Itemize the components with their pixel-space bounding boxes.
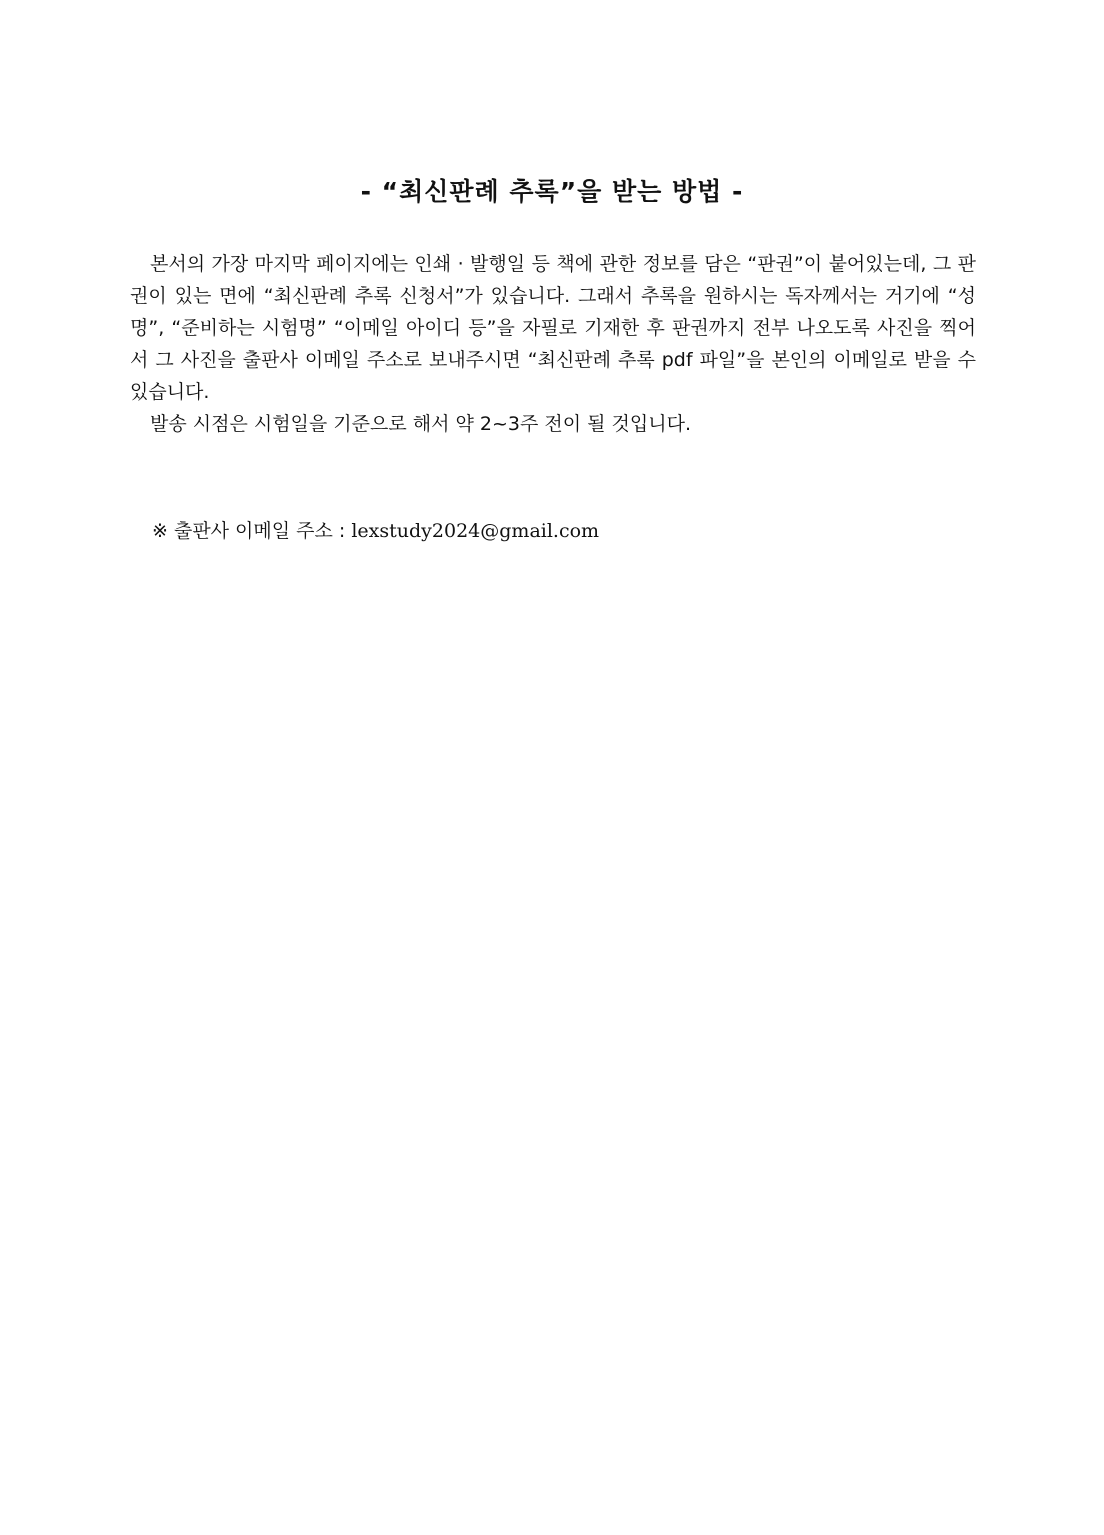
email-label: ※ 출판사 이메일 주소 : — [152, 520, 346, 542]
email-line — [152, 515, 599, 547]
paragraph-instructions: 본서의 가장 마지막 페이지에는 인쇄 · 발행일 등 책에 관한 정보를 담은 “판권”이 붙어있는데, 그 판권이 있는 면에 “최신판례 추록 신청서”가 있습니다. 그래서 추록을 원하시는 독자께서는 거기에 “성명”, “준비하는 시험명” “이메일 아이디 등”을 자필로 기재한 후 판권까지 전부 나오도록 사진을 찍어서 그 사진을 출판사 이메일 주소로 보내주시면 “최신판례 추록 pdf 파일”을 본인의 이메일로 받을 수 있습니다. — [130, 253, 976, 403]
body-text — [130, 248, 976, 440]
paragraph-delivery-timing: 발송 시점은 시험일을 기준으로 해서 약 2~3주 전이 될 것입니다. — [150, 413, 691, 435]
email-address: lexstudy2024@gmail.com — [351, 520, 600, 542]
page-title: - “최신판례 추록”을 받는 방법 - — [360, 177, 744, 206]
